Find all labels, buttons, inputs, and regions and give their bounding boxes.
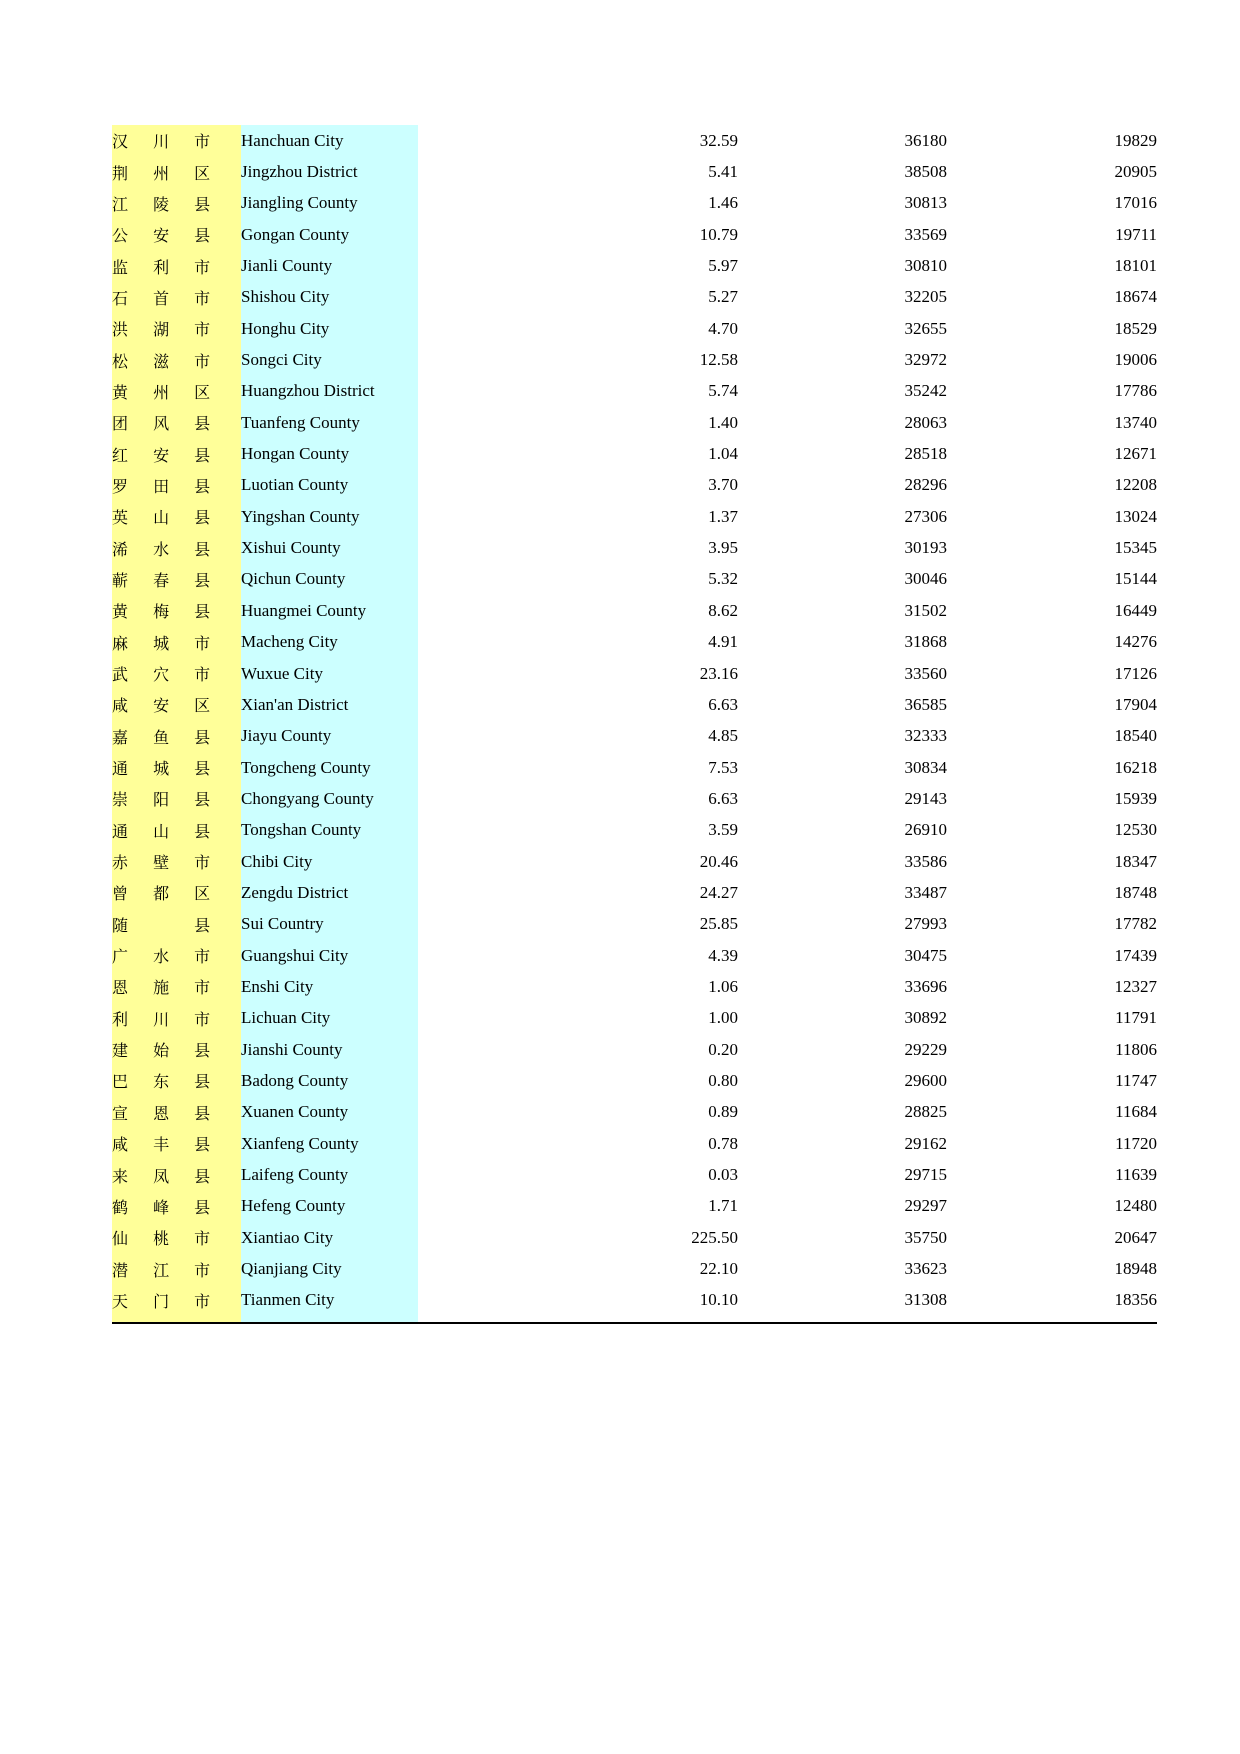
value-1-cell: 0.89 [708, 1102, 738, 1122]
value-1-cell: 20.46 [699, 851, 738, 871]
value-1-cell: 225.50 [691, 1227, 738, 1247]
value-2-cell: 30892 [904, 1008, 947, 1028]
table-row [112, 1128, 1157, 1159]
value-3-cell: 19006 [1114, 350, 1157, 370]
value-3-cell: 11684 [1115, 1102, 1157, 1122]
value-1-cell: 7.53 [708, 757, 738, 777]
value-3-cell: 20647 [1114, 1227, 1157, 1247]
value-3-cell: 11747 [1115, 1070, 1157, 1090]
chinese-name-cell: 黄 州 区 [112, 376, 241, 407]
table-row [112, 470, 1157, 501]
value-3-cell: 16218 [1114, 757, 1157, 777]
value-3-cell: 19711 [1115, 224, 1157, 244]
chinese-name-cell: 嘉 鱼 县 [112, 721, 241, 752]
english-name-cell: Yingshan County [241, 501, 418, 532]
value-2-cell: 30813 [904, 193, 947, 213]
value-3-cell: 17904 [1114, 694, 1157, 714]
chinese-name-cell: 公 安 县 [112, 219, 241, 250]
english-name-cell: Jianshi County [241, 1034, 418, 1065]
value-1-cell: 4.85 [708, 726, 738, 746]
value-3-cell: 11639 [1115, 1165, 1157, 1185]
english-name-cell: Hanchuan City [241, 125, 418, 156]
value-2-cell: 26910 [904, 820, 947, 840]
table-row [112, 689, 1157, 720]
value-2-cell: 32972 [904, 350, 947, 370]
value-1-cell: 10.79 [699, 224, 738, 244]
value-2-cell: 33487 [904, 882, 947, 902]
chinese-name-cell: 监 利 市 [112, 250, 241, 281]
value-1-cell: 6.63 [708, 694, 738, 714]
value-3-cell: 19829 [1114, 130, 1157, 150]
table-row [112, 125, 1157, 156]
english-name-cell: Jianli County [241, 250, 418, 281]
english-name-cell: Jingzhou District [241, 156, 418, 187]
value-2-cell: 30834 [904, 757, 947, 777]
table-row [112, 595, 1157, 626]
chinese-name-cell: 罗 田 县 [112, 470, 241, 501]
chinese-name-cell: 江 陵 县 [112, 188, 241, 219]
value-2-cell: 32205 [904, 287, 947, 307]
value-1-cell: 1.46 [708, 193, 738, 213]
table-row [112, 909, 1157, 940]
chinese-name-cell: 黄 梅 县 [112, 595, 241, 626]
chinese-name-cell: 松 滋 市 [112, 344, 241, 375]
value-1-cell: 5.27 [708, 287, 738, 307]
english-name-cell: Xian'an District [241, 689, 418, 720]
value-3-cell: 18748 [1114, 882, 1157, 902]
chinese-name-cell: 浠 水 县 [112, 532, 241, 563]
value-1-cell: 5.41 [708, 162, 738, 182]
value-2-cell: 27993 [904, 914, 947, 934]
english-name-cell: Tianmen City [241, 1285, 418, 1323]
value-1-cell: 3.59 [708, 820, 738, 840]
value-3-cell: 12480 [1114, 1196, 1157, 1216]
chinese-name-cell: 巴 东 县 [112, 1065, 241, 1096]
chinese-name-cell: 赤 壁 市 [112, 846, 241, 877]
chinese-name-cell: 宣 恩 县 [112, 1097, 241, 1128]
value-2-cell: 30193 [904, 538, 947, 558]
table-row [112, 188, 1157, 219]
value-3-cell: 15939 [1114, 788, 1157, 808]
table-row [112, 1034, 1157, 1065]
english-name-cell: Gongan County [241, 219, 418, 250]
english-name-cell: Shishou City [241, 282, 418, 313]
value-1-cell: 3.95 [708, 538, 738, 558]
value-1-cell: 4.39 [708, 945, 738, 965]
value-2-cell: 36180 [904, 130, 947, 150]
english-name-cell: Xianfeng County [241, 1128, 418, 1159]
value-3-cell: 16449 [1114, 600, 1157, 620]
chinese-name-cell: 咸 安 区 [112, 689, 241, 720]
value-3-cell: 18529 [1114, 318, 1157, 338]
chinese-name-cell: 通 山 县 [112, 815, 241, 846]
value-1-cell: 0.80 [708, 1070, 738, 1090]
english-name-cell: Jiayu County [241, 721, 418, 752]
value-2-cell: 28296 [904, 475, 947, 495]
value-1-cell: 1.06 [708, 976, 738, 996]
table-row [112, 815, 1157, 846]
english-name-cell: Luotian County [241, 470, 418, 501]
table-body [112, 125, 1157, 1323]
table-row [112, 1285, 1157, 1323]
value-1-cell: 1.40 [708, 412, 738, 432]
value-2-cell: 32333 [904, 726, 947, 746]
value-3-cell: 13024 [1114, 506, 1157, 526]
table-row [112, 407, 1157, 438]
table-row [112, 438, 1157, 469]
chinese-name-cell: 红 安 县 [112, 438, 241, 469]
value-3-cell: 13740 [1114, 412, 1157, 432]
table-row [112, 846, 1157, 877]
chinese-name-cell: 荆 州 区 [112, 156, 241, 187]
english-name-cell: Enshi City [241, 971, 418, 1002]
table-row [112, 501, 1157, 532]
english-name-cell: Chibi City [241, 846, 418, 877]
table-row [112, 1065, 1157, 1096]
english-name-cell: Hongan County [241, 438, 418, 469]
chinese-name-cell: 崇 阳 县 [112, 783, 241, 814]
chinese-name-cell: 咸 丰 县 [112, 1128, 241, 1159]
value-2-cell: 35242 [904, 381, 947, 401]
chinese-name-cell: 麻 城 市 [112, 627, 241, 658]
chinese-name-cell: 洪 湖 市 [112, 313, 241, 344]
value-1-cell: 3.70 [708, 475, 738, 495]
chinese-name-cell: 团 风 县 [112, 407, 241, 438]
table-row [112, 1159, 1157, 1190]
value-2-cell: 33696 [904, 976, 947, 996]
english-name-cell: Badong County [241, 1065, 418, 1096]
value-2-cell: 29229 [904, 1039, 947, 1059]
chinese-name-cell: 英 山 县 [112, 501, 241, 532]
value-3-cell: 18540 [1114, 726, 1157, 746]
english-name-cell: Xiantiao City [241, 1222, 418, 1253]
value-1-cell: 5.97 [708, 256, 738, 276]
value-2-cell: 30810 [904, 256, 947, 276]
english-name-cell: Macheng City [241, 627, 418, 658]
value-2-cell: 30046 [904, 569, 947, 589]
chinese-name-cell: 利 川 市 [112, 1003, 241, 1034]
table-row [112, 658, 1157, 689]
value-1-cell: 1.37 [708, 506, 738, 526]
value-3-cell: 18674 [1114, 287, 1157, 307]
value-3-cell: 12327 [1114, 976, 1157, 996]
table-row [112, 376, 1157, 407]
value-3-cell: 14276 [1114, 632, 1157, 652]
english-name-cell: Tongshan County [241, 815, 418, 846]
value-3-cell: 12671 [1114, 444, 1157, 464]
value-1-cell: 1.71 [708, 1196, 738, 1216]
table-row [112, 877, 1157, 908]
value-2-cell: 29143 [904, 788, 947, 808]
value-3-cell: 11806 [1115, 1039, 1157, 1059]
chinese-name-cell: 曾 都 区 [112, 877, 241, 908]
value-2-cell: 29715 [904, 1165, 947, 1185]
value-3-cell: 15345 [1114, 538, 1157, 558]
value-2-cell: 29297 [904, 1196, 947, 1216]
value-2-cell: 31868 [904, 632, 947, 652]
chinese-name-cell: 潜 江 市 [112, 1253, 241, 1284]
table-row [112, 1222, 1157, 1253]
value-1-cell: 1.04 [708, 444, 738, 464]
chinese-name-cell: 恩 施 市 [112, 971, 241, 1002]
chinese-name-cell: 通 城 县 [112, 752, 241, 783]
value-3-cell: 17439 [1114, 945, 1157, 965]
value-2-cell: 28518 [904, 444, 947, 464]
chinese-name-cell: 汉 川 市 [112, 125, 241, 156]
table-row [112, 344, 1157, 375]
value-2-cell: 33586 [904, 851, 947, 871]
value-3-cell: 17016 [1114, 193, 1157, 213]
value-2-cell: 35750 [904, 1227, 947, 1247]
value-1-cell: 6.63 [708, 788, 738, 808]
value-3-cell: 15144 [1114, 569, 1157, 589]
table-row [112, 940, 1157, 971]
chinese-name-cell: 随 县 [112, 909, 241, 940]
table-row [112, 783, 1157, 814]
value-3-cell: 20905 [1114, 162, 1157, 182]
table-row [112, 1253, 1157, 1284]
value-2-cell: 32655 [904, 318, 947, 338]
chinese-name-cell: 仙 桃 市 [112, 1222, 241, 1253]
value-3-cell: 11791 [1115, 1008, 1157, 1028]
value-1-cell: 5.32 [708, 569, 738, 589]
chinese-name-cell: 蕲 春 县 [112, 564, 241, 595]
value-1-cell: 0.20 [708, 1039, 738, 1059]
chinese-name-cell: 石 首 市 [112, 282, 241, 313]
value-1-cell: 0.03 [708, 1165, 738, 1185]
chinese-name-cell: 武 穴 市 [112, 658, 241, 689]
english-name-cell: Lichuan City [241, 1003, 418, 1034]
table-row [112, 282, 1157, 313]
value-1-cell: 4.91 [708, 632, 738, 652]
table-row [112, 721, 1157, 752]
table-row [112, 219, 1157, 250]
english-name-cell: Qichun County [241, 564, 418, 595]
value-3-cell: 11720 [1115, 1133, 1157, 1153]
value-3-cell: 17782 [1114, 914, 1157, 934]
chinese-name-cell: 鹤 峰 县 [112, 1191, 241, 1222]
value-2-cell: 29162 [904, 1133, 947, 1153]
english-name-cell: Hefeng County [241, 1191, 418, 1222]
english-name-cell: Laifeng County [241, 1159, 418, 1190]
value-3-cell: 18101 [1114, 256, 1157, 276]
english-name-cell: Wuxue City [241, 658, 418, 689]
english-name-cell: Honghu City [241, 313, 418, 344]
value-2-cell: 28825 [904, 1102, 947, 1122]
value-1-cell: 8.62 [708, 600, 738, 620]
english-name-cell: Qianjiang City [241, 1253, 418, 1284]
value-1-cell: 5.74 [708, 381, 738, 401]
value-3-cell: 18347 [1114, 851, 1157, 871]
english-name-cell: Songci City [241, 344, 418, 375]
english-name-cell: Zengdu District [241, 877, 418, 908]
value-2-cell: 29600 [904, 1070, 947, 1090]
english-name-cell: Sui Country [241, 909, 418, 940]
value-1-cell: 12.58 [699, 350, 738, 370]
value-3-cell: 12208 [1114, 475, 1157, 495]
english-name-cell: Xuanen County [241, 1097, 418, 1128]
value-2-cell: 30475 [904, 945, 947, 965]
chinese-name-cell: 天 门 市 [112, 1285, 241, 1323]
table-row [112, 752, 1157, 783]
table-row [112, 313, 1157, 344]
county-statistics-table [112, 125, 1157, 1324]
value-3-cell: 12530 [1114, 820, 1157, 840]
value-2-cell: 36585 [904, 694, 947, 714]
value-2-cell: 31308 [904, 1290, 947, 1310]
value-3-cell: 18356 [1114, 1290, 1157, 1310]
table-row [112, 1191, 1157, 1222]
english-name-cell: Guangshui City [241, 940, 418, 971]
table-row [112, 971, 1157, 1002]
value-1-cell: 0.78 [708, 1133, 738, 1153]
value-2-cell: 28063 [904, 412, 947, 432]
value-2-cell: 27306 [904, 506, 947, 526]
english-name-cell: Chongyang County [241, 783, 418, 814]
table-row [112, 156, 1157, 187]
value-1-cell: 32.59 [699, 130, 738, 150]
chinese-name-cell: 建 始 县 [112, 1034, 241, 1065]
value-1-cell: 4.70 [708, 318, 738, 338]
value-1-cell: 24.27 [699, 882, 738, 902]
chinese-name-cell: 来 凤 县 [112, 1159, 241, 1190]
value-3-cell: 17126 [1114, 663, 1157, 683]
table-row [112, 1003, 1157, 1034]
value-1-cell: 1.00 [708, 1008, 738, 1028]
english-name-cell: Huangmei County [241, 595, 418, 626]
value-2-cell: 33569 [904, 224, 947, 244]
english-name-cell: Huangzhou District [241, 376, 418, 407]
table-row [112, 564, 1157, 595]
value-2-cell: 31502 [904, 600, 947, 620]
value-2-cell: 38508 [904, 162, 947, 182]
english-name-cell: Jiangling County [241, 188, 418, 219]
table-row [112, 532, 1157, 563]
value-2-cell: 33560 [904, 663, 947, 683]
value-3-cell: 18948 [1114, 1259, 1157, 1279]
value-2-cell: 33623 [904, 1259, 947, 1279]
english-name-cell: Tongcheng County [241, 752, 418, 783]
value-1-cell: 22.10 [699, 1259, 738, 1279]
table-row [112, 627, 1157, 658]
english-name-cell: Tuanfeng County [241, 407, 418, 438]
chinese-name-cell: 广 水 市 [112, 940, 241, 971]
value-1-cell: 25.85 [699, 914, 738, 934]
value-3-cell: 17786 [1114, 381, 1157, 401]
value-1-cell: 10.10 [699, 1290, 738, 1310]
value-1-cell: 23.16 [699, 663, 738, 683]
english-name-cell: Xishui County [241, 532, 418, 563]
table-row [112, 250, 1157, 281]
table-row [112, 1097, 1157, 1128]
